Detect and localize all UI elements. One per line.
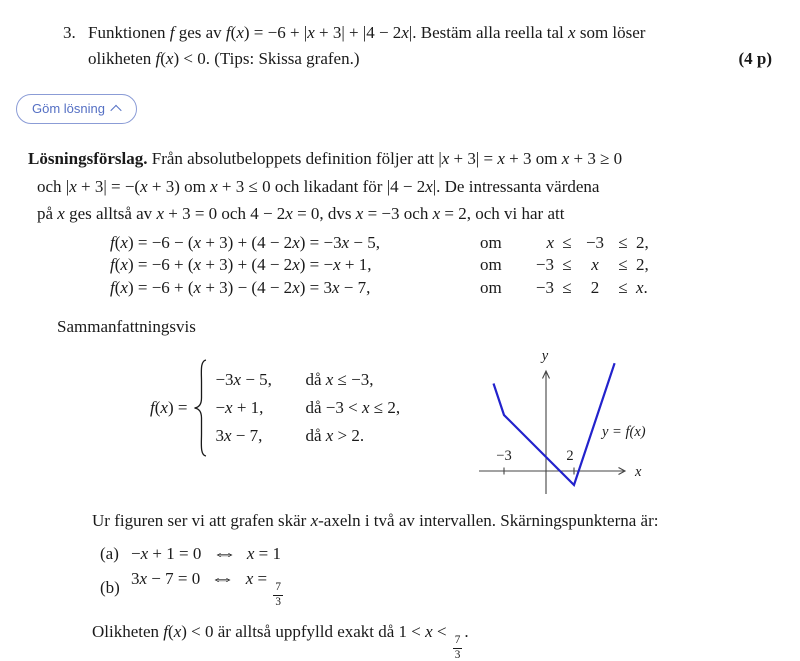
problem-line-2: olikheten f(x) < 0. (Tips: Skissa grafen.) bbox=[88, 49, 360, 68]
condition-operator: ≤ bbox=[618, 255, 628, 274]
equation-lhs: f(x) = −6 + (x + 3) + (4 − 2x) = −x + 1, bbox=[110, 255, 372, 274]
solution-section bbox=[28, 145, 772, 661]
piecewise-case bbox=[215, 394, 400, 422]
item-label: (a) bbox=[100, 544, 119, 563]
summary-heading: Sammanfattningsvis bbox=[57, 317, 196, 336]
piecewise-case bbox=[215, 422, 400, 450]
case-expression: −3x − 5, bbox=[215, 370, 272, 389]
problem-text bbox=[88, 20, 772, 72]
conclusion-line: Olikheten f(x) < 0 är alltså uppfylld exakt då 1 < x < $\frac{7}{3}$ . bbox=[92, 621, 469, 661]
condition-term: x bbox=[546, 232, 554, 252]
figure-row bbox=[37, 346, 772, 498]
condition-term: −3 bbox=[535, 255, 554, 274]
function-graph bbox=[467, 346, 662, 498]
equation-om: om bbox=[480, 255, 502, 274]
x-axis-label: x bbox=[635, 464, 642, 480]
figure-commentary: Ur figuren ser vi att grafen skär x-axeln i två av intervallen. Skärningspunkterna är: bbox=[92, 511, 659, 530]
piecewise-cases bbox=[215, 366, 400, 450]
x-tick-label: 2 bbox=[566, 448, 574, 464]
condition-term: −3 bbox=[535, 277, 554, 297]
condition-operator: ≤ bbox=[618, 232, 628, 252]
equation-row bbox=[110, 254, 772, 277]
item-label: (b) bbox=[100, 577, 120, 597]
y-axis-label: y bbox=[541, 348, 549, 364]
hide-solution-button[interactable] bbox=[16, 94, 137, 124]
problem-line-2-row bbox=[88, 46, 772, 72]
solution-paragraph-line-1 bbox=[28, 145, 772, 173]
condition-term: 2 bbox=[590, 277, 600, 297]
piecewise-case bbox=[215, 366, 400, 394]
solution-paragraph-text-1: Från absolutbeloppets definition följer att |x + 3| = x + 3 om x + 3 ≥ 0 bbox=[151, 149, 623, 168]
condition-term: x bbox=[591, 255, 599, 274]
condition-term: −3 bbox=[585, 232, 605, 252]
equation-row bbox=[110, 232, 772, 255]
equation-row bbox=[110, 277, 772, 300]
condition-term: x. bbox=[636, 277, 648, 297]
condition-term: 2, bbox=[636, 255, 649, 274]
problem-number: 3. bbox=[63, 23, 76, 42]
condition-term: 2, bbox=[636, 232, 649, 252]
x-tick-label: −3 bbox=[496, 448, 512, 464]
equation-om: om bbox=[480, 277, 502, 297]
case-expression: −x + 1, bbox=[215, 398, 264, 417]
solution-paragraph-line-3: på x ges alltså av x + 3 = 0 och 4 − 2x = 0, dvs x = −3 och x = 2, och vi har att bbox=[37, 204, 565, 223]
intersection-list bbox=[100, 541, 772, 609]
chevron-up-icon bbox=[110, 105, 121, 116]
function-curve bbox=[494, 363, 615, 485]
condition-operator: ≤ bbox=[562, 277, 572, 297]
equation-lhs: f(x) = −6 − (x + 3) + (4 − 2x) = −3x − 5, bbox=[110, 232, 380, 252]
solution-label: Lösningsförslag. bbox=[28, 149, 148, 168]
solution-paragraph-line-2: och |x + 3| = −(x + 3) om x + 3 ≤ 0 och likadant för |4 − 2x|. De intressanta värdena bbox=[37, 176, 600, 196]
left-brace-icon bbox=[193, 358, 208, 458]
case-condition: då −3 < x ≤ 2, bbox=[305, 398, 401, 417]
case-condition: då x ≤ −3, bbox=[305, 370, 374, 389]
case-equations bbox=[110, 232, 772, 300]
equation-om: om bbox=[480, 232, 502, 252]
equation-lhs: f(x) = −6 + (x + 3) − (4 − 2x) = 3x − 7, bbox=[110, 277, 371, 297]
case-expression: 3x − 7, bbox=[215, 426, 263, 445]
item-math: 3x − 7 = 0 ⇔ x = $\frac{7}{3}$ bbox=[131, 569, 281, 608]
condition-operator: ≤ bbox=[562, 255, 572, 274]
piecewise-lhs: f(x) = bbox=[150, 398, 188, 418]
intersection-item bbox=[100, 541, 772, 566]
intersection-item bbox=[100, 566, 772, 609]
condition-operator: ≤ bbox=[562, 232, 572, 252]
item-math: −x + 1 = 0 ⇔ x = 1 bbox=[131, 544, 281, 563]
points-badge: (4 p) bbox=[738, 49, 772, 68]
condition-operator: ≤ bbox=[618, 277, 628, 297]
curve-label: y = f(x) bbox=[602, 424, 646, 440]
piecewise-definition bbox=[150, 358, 400, 458]
case-condition: då x > 2. bbox=[305, 426, 365, 445]
problem-statement bbox=[0, 0, 800, 72]
hide-solution-label: Göm lösning bbox=[32, 101, 105, 116]
problem-line-1: Funktionen f ges av f(x) = −6 + |x + 3| + |4 − 2x|. Bestäm alla reella tal x som löser bbox=[88, 23, 646, 42]
